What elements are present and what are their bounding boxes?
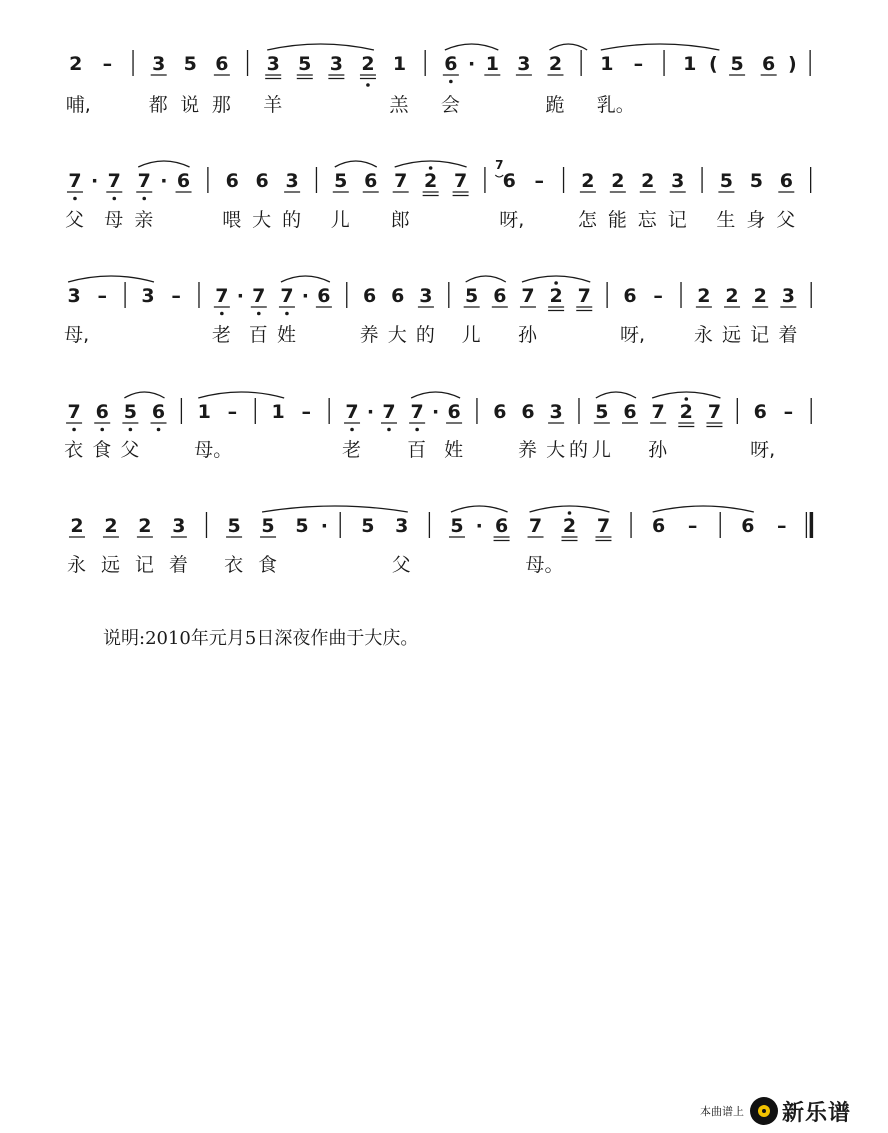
score-symbol: 7 bbox=[521, 285, 535, 307]
score-symbol: · bbox=[467, 53, 476, 75]
score-symbol: – bbox=[783, 401, 794, 423]
lyric-syllable: 大 bbox=[546, 439, 566, 461]
score-symbol: 2 bbox=[424, 170, 438, 192]
score-symbol: 5 bbox=[719, 170, 734, 192]
lyric-syllable: 着 bbox=[778, 324, 798, 346]
score-symbol: – bbox=[633, 53, 644, 75]
lyric-syllable: 能 bbox=[607, 209, 627, 231]
lyric-syllable: 父 bbox=[64, 209, 84, 231]
slur bbox=[451, 506, 508, 512]
score-symbol: 7 bbox=[707, 401, 722, 423]
lyric-syllable: 的 bbox=[282, 209, 302, 231]
score-symbol: 6 bbox=[623, 285, 637, 307]
score-symbol: 5 bbox=[334, 170, 348, 192]
score-symbol: – bbox=[687, 515, 698, 537]
lyric-syllable: 父 bbox=[391, 554, 411, 576]
score-symbol: 7 bbox=[215, 285, 229, 307]
score-symbol: 3 bbox=[671, 170, 685, 192]
score-symbol: · bbox=[366, 401, 375, 423]
lyric-syllable: 姓 bbox=[276, 324, 296, 346]
score-symbol: 1 bbox=[485, 53, 499, 75]
upper-octave-dot bbox=[554, 281, 558, 285]
lyric-syllable: 远 bbox=[722, 324, 742, 346]
lyric-syllable: 郎 bbox=[390, 209, 410, 231]
score-symbol: – bbox=[777, 515, 787, 537]
score-symbol: 2 bbox=[611, 170, 625, 192]
score-symbol: 5 bbox=[295, 515, 309, 537]
lyric-syllable: 衣 bbox=[64, 439, 84, 461]
lyric-syllable: 衣 bbox=[224, 554, 244, 576]
footer-label: 本曲谱上 bbox=[700, 1105, 744, 1118]
lower-octave-dot bbox=[73, 197, 77, 201]
score-symbol: 5 bbox=[183, 53, 197, 75]
slur bbox=[411, 392, 460, 398]
score-symbol: 1 bbox=[600, 53, 614, 75]
score-symbol: 1 bbox=[197, 401, 211, 423]
score-symbol: 7 bbox=[345, 401, 359, 423]
slur bbox=[262, 506, 408, 512]
lyric-syllable: 记 bbox=[134, 554, 154, 576]
score-symbol: 5 bbox=[123, 401, 137, 423]
upper-octave-dot bbox=[429, 166, 433, 170]
score-symbol: 7 bbox=[280, 285, 294, 307]
lyric-syllable: 生 bbox=[716, 209, 736, 231]
lyric-syllable: 姓 bbox=[444, 439, 464, 461]
lyric-syllable: 说 bbox=[180, 94, 200, 116]
slur bbox=[281, 276, 330, 282]
lyric-syllable: 老 bbox=[211, 324, 231, 346]
score-symbol: 2 bbox=[70, 515, 84, 537]
lyric-syllable: 记 bbox=[667, 209, 687, 231]
score-symbol: ) bbox=[788, 53, 797, 75]
slur bbox=[138, 161, 189, 167]
score-symbol: 6 bbox=[623, 401, 637, 423]
score-symbol: 6 bbox=[779, 170, 793, 192]
score-symbol: 5 bbox=[227, 515, 241, 537]
score-symbol: 3 bbox=[395, 515, 409, 537]
slur bbox=[68, 276, 154, 282]
slur bbox=[124, 392, 164, 398]
lower-octave-dot bbox=[100, 428, 104, 432]
lyric-syllable: 喂 bbox=[222, 209, 242, 231]
score-symbol: 3 bbox=[329, 53, 343, 75]
lower-octave-dot bbox=[129, 428, 133, 432]
score-symbol: · bbox=[320, 515, 328, 537]
lyric-syllable: 大 bbox=[387, 324, 407, 346]
score-symbol: 6 bbox=[741, 515, 755, 537]
score-symbol: 1 bbox=[392, 53, 407, 75]
lower-octave-dot bbox=[350, 428, 354, 432]
score-symbol: 2 bbox=[104, 515, 118, 537]
score-symbol: · bbox=[236, 285, 244, 307]
slur bbox=[530, 506, 610, 512]
score-symbol: 5 bbox=[450, 515, 464, 537]
lyric-syllable: 羔 bbox=[389, 94, 409, 116]
score-symbol: 2 bbox=[69, 53, 83, 75]
lyric-syllable: 孙 bbox=[648, 439, 668, 461]
lower-octave-dot bbox=[72, 428, 76, 432]
score-symbol: – bbox=[534, 170, 544, 192]
score-symbol: – bbox=[653, 285, 663, 307]
lyric-syllable: 儿 bbox=[461, 324, 481, 346]
score-symbol: 6 bbox=[391, 285, 405, 307]
score-symbol: 5 bbox=[595, 401, 609, 423]
lower-octave-dot bbox=[285, 312, 289, 316]
score-symbol: 7 bbox=[596, 515, 611, 537]
lyric-syllable: 乳。 bbox=[596, 94, 635, 116]
score-symbol: 2 bbox=[562, 515, 577, 537]
score-symbol: 7 bbox=[67, 401, 81, 423]
lyric-syllable: 的 bbox=[415, 324, 435, 346]
slur bbox=[549, 44, 587, 50]
score-symbol: 3 bbox=[152, 53, 166, 75]
score-symbol: 5 bbox=[749, 170, 763, 192]
lyric-syllable: 永 bbox=[693, 324, 713, 346]
score-symbol: 6 bbox=[521, 401, 535, 423]
lyric-syllable: 百 bbox=[407, 439, 427, 461]
lyric-syllable: 会 bbox=[440, 94, 460, 116]
lower-octave-dot bbox=[415, 428, 419, 432]
lyric-syllable: 母 bbox=[104, 209, 124, 231]
score-symbol: 3 bbox=[266, 53, 280, 75]
lyric-syllable: 都 bbox=[148, 94, 168, 116]
lyric-syllable: 羊 bbox=[263, 94, 283, 116]
score-symbol: 6 bbox=[255, 170, 269, 192]
lyric-syllable: 儿 bbox=[330, 209, 350, 231]
score-system bbox=[64, 276, 811, 346]
vinyl-record-icon bbox=[750, 1097, 778, 1125]
upper-octave-dot bbox=[568, 511, 572, 515]
slur bbox=[466, 276, 506, 282]
lyric-syllable: 着 bbox=[168, 554, 188, 576]
score-symbol: · bbox=[431, 401, 440, 423]
slur bbox=[267, 44, 374, 50]
score-symbol: 5 bbox=[298, 53, 312, 75]
score-symbol: 2 bbox=[549, 285, 563, 307]
slur bbox=[601, 44, 720, 50]
score-symbol: 6 bbox=[215, 53, 229, 75]
score-symbol: ( bbox=[709, 53, 718, 75]
score-symbol: 5 bbox=[465, 285, 479, 307]
lower-octave-dot bbox=[449, 80, 453, 84]
lyric-syllable: 跪 bbox=[545, 94, 565, 116]
lower-octave-dot bbox=[112, 197, 116, 201]
score-symbol: 7 bbox=[577, 285, 591, 307]
score-symbol: 3 bbox=[781, 285, 795, 307]
score-symbol: 7 bbox=[68, 170, 82, 192]
lower-octave-dot bbox=[157, 428, 161, 432]
lyric-syllable: 呀, bbox=[620, 324, 646, 346]
logo-text: 新乐谱 bbox=[782, 1100, 852, 1126]
score-symbol: 6 bbox=[447, 401, 461, 423]
lyric-syllable: 养 bbox=[359, 324, 379, 346]
lyric-syllable: 那 bbox=[211, 94, 231, 116]
score-symbol: 2 bbox=[697, 285, 711, 307]
lyric-syllable: 哺, bbox=[65, 94, 91, 116]
score-symbol: 6 bbox=[762, 53, 776, 75]
score-symbol: – bbox=[102, 53, 113, 75]
lyric-syllable: 亲 bbox=[134, 209, 154, 231]
lyric-syllable: 孙 bbox=[517, 324, 537, 346]
lyric-syllable: 养 bbox=[517, 439, 537, 461]
score-symbol: 2 bbox=[641, 170, 655, 192]
lyric-syllable: 食 bbox=[258, 554, 278, 576]
lyric-syllable: 远 bbox=[100, 554, 120, 576]
score-symbol: 1 bbox=[271, 401, 285, 423]
score-symbol: 3 bbox=[141, 285, 155, 307]
score-symbol: 3 bbox=[67, 285, 81, 307]
score-symbol: – bbox=[301, 401, 312, 423]
score-symbol: 2 bbox=[361, 53, 375, 75]
score-symbol: 6 bbox=[493, 285, 507, 307]
score-system bbox=[66, 44, 810, 116]
score-system bbox=[65, 158, 811, 231]
lyric-syllable: 食 bbox=[92, 439, 112, 461]
lyric-syllable: 父 bbox=[120, 439, 140, 461]
lyric-syllable: 老 bbox=[342, 439, 362, 461]
lyric-syllable: 百 bbox=[248, 324, 268, 346]
lyric-syllable: 母。 bbox=[194, 439, 233, 461]
score-symbol: · bbox=[301, 285, 310, 307]
score-symbol: 6 bbox=[502, 170, 516, 192]
lyric-syllable: 身 bbox=[746, 209, 766, 231]
score-symbol: – bbox=[97, 285, 107, 307]
slur bbox=[445, 44, 498, 50]
score-symbol: 3 bbox=[517, 53, 531, 75]
score-symbol: 6 bbox=[444, 53, 458, 75]
score-symbol: · bbox=[160, 170, 168, 192]
score-symbol: 7 bbox=[651, 401, 665, 423]
score-system bbox=[67, 506, 811, 576]
score-symbol: 6 bbox=[363, 285, 377, 307]
lyric-syllable: 的 bbox=[568, 439, 588, 461]
score-symbol: 6 bbox=[176, 170, 191, 192]
slur bbox=[395, 161, 467, 167]
score-symbol: 7 bbox=[137, 170, 151, 192]
score-symbol: 7 bbox=[453, 170, 468, 192]
score-symbol: 5 bbox=[361, 515, 375, 537]
lower-octave-dot bbox=[387, 428, 391, 432]
score-symbol: 3 bbox=[172, 515, 186, 537]
slur bbox=[596, 392, 636, 398]
score-symbol: – bbox=[227, 401, 238, 423]
lower-octave-dot bbox=[257, 312, 261, 316]
score-symbol: 6 bbox=[317, 285, 331, 307]
score-symbol: 2 bbox=[753, 285, 767, 307]
score-system bbox=[64, 392, 811, 461]
lyric-syllable: 母, bbox=[64, 324, 90, 346]
score-symbol: – bbox=[171, 285, 181, 307]
lyric-syllable: 母。 bbox=[525, 554, 564, 576]
lyric-syllable: 呀, bbox=[750, 439, 776, 461]
score-symbol: 3 bbox=[549, 401, 563, 423]
score-symbol: 7 bbox=[107, 170, 121, 192]
lyric-syllable: 呀, bbox=[499, 209, 525, 231]
grace-note: 7 bbox=[495, 158, 504, 172]
score-symbol: 2 bbox=[725, 285, 739, 307]
lyric-syllable: 大 bbox=[252, 209, 272, 231]
slur bbox=[522, 276, 590, 282]
lyric-syllable: 怎 bbox=[577, 209, 597, 231]
score-symbol: 1 bbox=[683, 53, 697, 75]
score-symbol: · bbox=[475, 515, 483, 537]
composition-note: 说明:2010年元月5日深夜作曲于大庆。 bbox=[103, 628, 419, 649]
slur bbox=[652, 392, 720, 398]
score-symbol: 2 bbox=[548, 53, 563, 75]
lyric-syllable: 父 bbox=[776, 209, 796, 231]
lyric-syllable: 记 bbox=[750, 324, 770, 346]
score-symbol: 5 bbox=[730, 53, 744, 75]
lyric-syllable: 儿 bbox=[591, 439, 611, 461]
lyric-syllable: 忘 bbox=[637, 209, 657, 231]
footer-watermark bbox=[700, 1093, 851, 1129]
score-symbol: 6 bbox=[493, 401, 507, 423]
score-symbol: 7 bbox=[382, 401, 396, 423]
score-symbol: 5 bbox=[261, 515, 275, 537]
score-symbol: 7 bbox=[410, 401, 424, 423]
score-symbol: 2 bbox=[581, 170, 595, 192]
score-symbol: 6 bbox=[364, 170, 378, 192]
score-symbol: 3 bbox=[285, 170, 299, 192]
slur bbox=[335, 161, 377, 167]
lyric-syllable: 永 bbox=[66, 554, 86, 576]
score-symbol: 7 bbox=[252, 285, 266, 307]
score-symbol: · bbox=[91, 170, 99, 192]
slur bbox=[198, 392, 284, 398]
score-symbol: 6 bbox=[494, 515, 509, 537]
score-symbol: 6 bbox=[151, 401, 166, 423]
score-symbol: 3 bbox=[419, 285, 433, 307]
score-symbol: 6 bbox=[95, 401, 109, 423]
slur bbox=[653, 506, 754, 512]
lower-octave-dot bbox=[142, 197, 146, 201]
score-symbol: 2 bbox=[138, 515, 152, 537]
score-symbol: 7 bbox=[394, 170, 408, 192]
lower-octave-dot bbox=[220, 312, 224, 316]
score-symbol: 6 bbox=[652, 515, 666, 537]
upper-octave-dot bbox=[684, 397, 688, 401]
score-symbol: 6 bbox=[753, 401, 767, 423]
score-symbol: 6 bbox=[225, 170, 239, 192]
lower-octave-dot bbox=[366, 83, 370, 87]
score-symbol: 2 bbox=[679, 401, 693, 423]
score-symbol: 7 bbox=[528, 515, 543, 537]
